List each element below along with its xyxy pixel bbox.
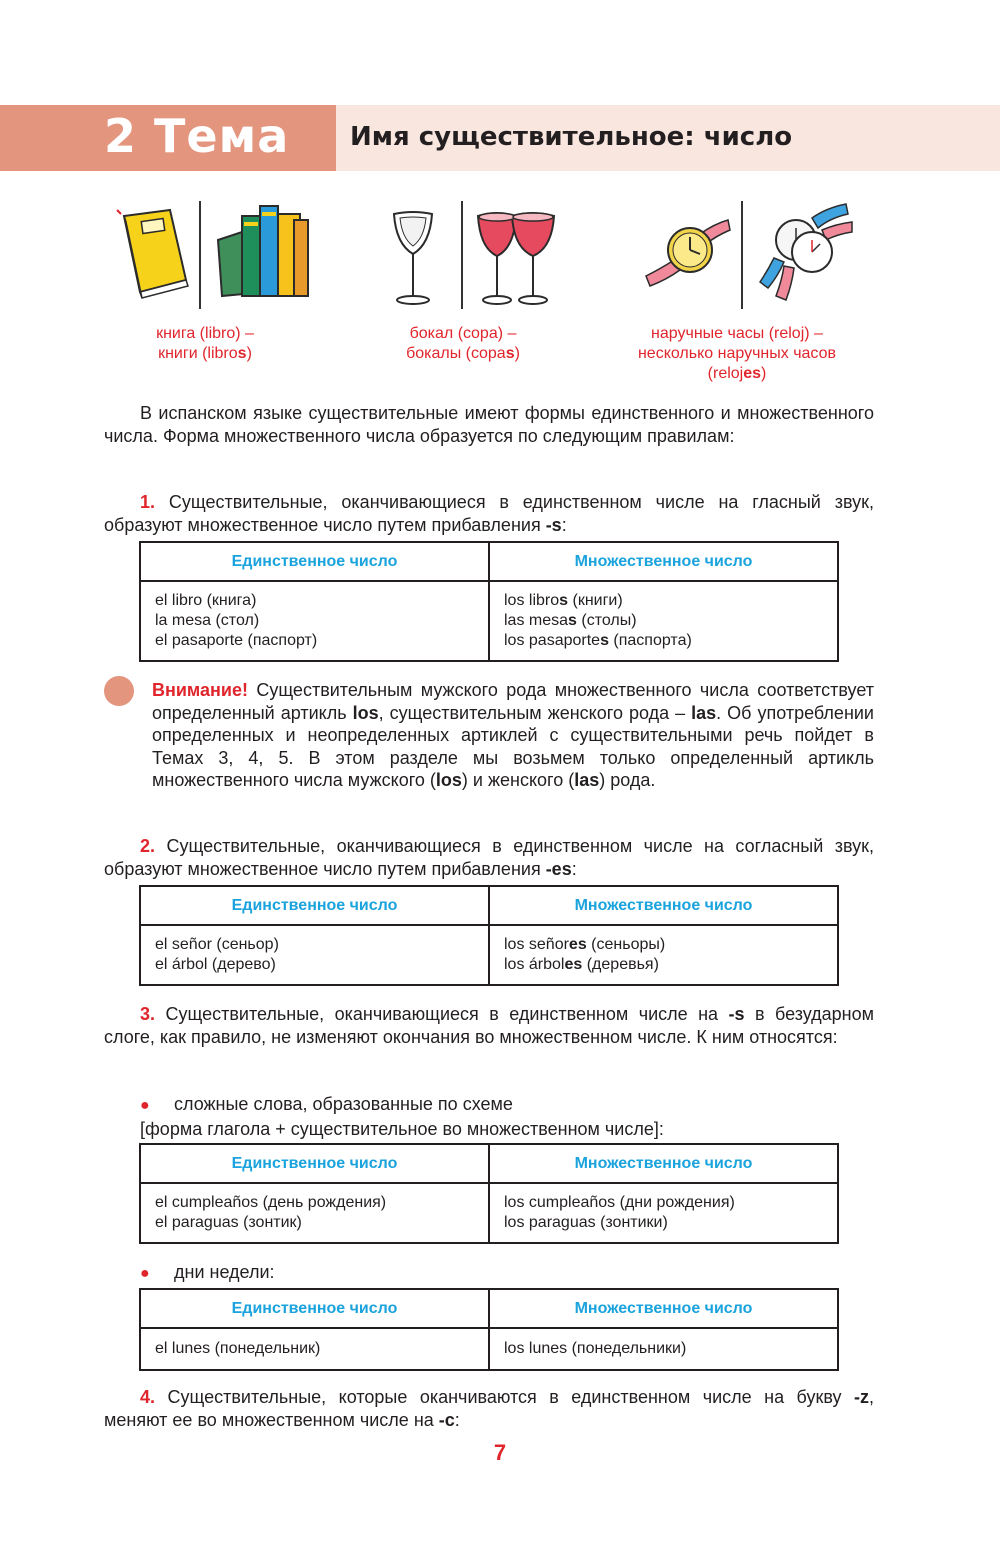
- bullet-compound-words: ● сложные слова, образованные по схеме [форма глагола + существительное во множественном числе]:: [140, 1094, 664, 1139]
- table-header-plural: Множественное число: [489, 1144, 838, 1183]
- single-glass-image: [388, 208, 438, 308]
- table-cell-singular: el cumpleaños (день рождения) el paraguas (зонтик): [140, 1183, 489, 1243]
- table-rule-3-compound: [139, 1143, 839, 1244]
- rule-4-paragraph: 4. Существительные, которые оканчиваются в единственном числе на букву -z, меняют ее во множественном числе на -c:: [104, 1387, 874, 1430]
- page-number: 7: [493, 1440, 507, 1465]
- table-cell-plural: los señores (сеньоры) los árboles (деревья): [489, 925, 838, 985]
- attention-paragraph: Внимание! Существительным мужского рода множественного числа соответствует определенный артикль los, существительным женского рода – las. Об употреблении определенных и неопределенных артиклей с существительными речь пойдет в Темах 3, 4, 5. В этом разделе мы возьмем только определенный артикль множественного числа мужского (los) и женского (las) рода.: [152, 680, 874, 790]
- table-cell-singular: el señor (сеньор) el árbol (дерево): [140, 925, 489, 985]
- illustration-divider: [461, 201, 463, 309]
- illustration-divider: [741, 201, 743, 309]
- table-header-singular: Единственное число: [140, 886, 489, 925]
- caption-books: книга (libro) – книги (libros): [156, 325, 254, 362]
- table-header-plural: Множественное число: [489, 542, 838, 581]
- caption-glasses: бокал (copa) – бокалы (copas): [406, 325, 520, 362]
- rule-2-paragraph: 2. Существительные, оканчивающиеся в единственном числе на согласный звук, образуют множественное число путем прибавления -es:: [104, 836, 874, 879]
- table-cell-plural: los libros (книги) las mesas (столы) los pasaportes (паспорта): [489, 581, 838, 661]
- topic-number-band: [0, 105, 336, 171]
- topic-number: 2 Тема: [104, 109, 290, 163]
- table-cell-plural: los lunes (понедельники): [489, 1328, 838, 1370]
- table-rule-1: [139, 541, 839, 662]
- bullet-weekdays: ● дни недели:: [140, 1261, 275, 1286]
- rule-3-paragraph: 3. Существительные, оканчивающиеся в единственном числе на -s в безударном слоге, как правило, не изменяют окончания во множественном числе. К ним относятся:: [104, 1004, 875, 1047]
- topic-title-band: [336, 105, 1000, 171]
- table-rule-2: [139, 885, 839, 986]
- illustration-divider: [199, 201, 201, 309]
- stack-of-books-image: [214, 198, 314, 300]
- intro-paragraph: В испанском языке существительные имеют формы единственного и множественного числа. Форма множественного числа образуется по следующим правилам:: [104, 403, 874, 446]
- table-rule-3-weekdays: [139, 1288, 839, 1371]
- table-cell-plural: los cumpleaños (дни рождения) los paraguas (зонтики): [489, 1183, 838, 1243]
- two-watches-image: [756, 200, 856, 304]
- two-glasses-image: [476, 208, 560, 308]
- table-header-singular: Единственное число: [140, 1289, 489, 1328]
- caption-watches: наручные часы (reloj) – несколько наручных часов (relojes): [637, 325, 837, 382]
- rule-1-paragraph: 1. Существительные, оканчивающиеся в единственном числе на гласный звук, образуют множественное число путем прибавления -s:: [104, 492, 874, 535]
- table-header-plural: Множественное число: [489, 1289, 838, 1328]
- topic-title: Имя существительное: число: [350, 122, 793, 152]
- table-header-singular: Единственное число: [140, 542, 489, 581]
- table-header-plural: Множественное число: [489, 886, 838, 925]
- bullet-icon: ●: [140, 1097, 150, 1114]
- single-watch-image: [642, 210, 732, 290]
- attention-marker-icon: [104, 676, 134, 706]
- single-book-image: [112, 206, 192, 301]
- table-cell-singular: el lunes (понедельник): [140, 1328, 489, 1370]
- bullet-icon: ●: [140, 1265, 150, 1282]
- table-cell-singular: el libro (книга) la mesa (стол) el pasaporte (паспорт): [140, 581, 489, 661]
- table-header-singular: Единственное число: [140, 1144, 489, 1183]
